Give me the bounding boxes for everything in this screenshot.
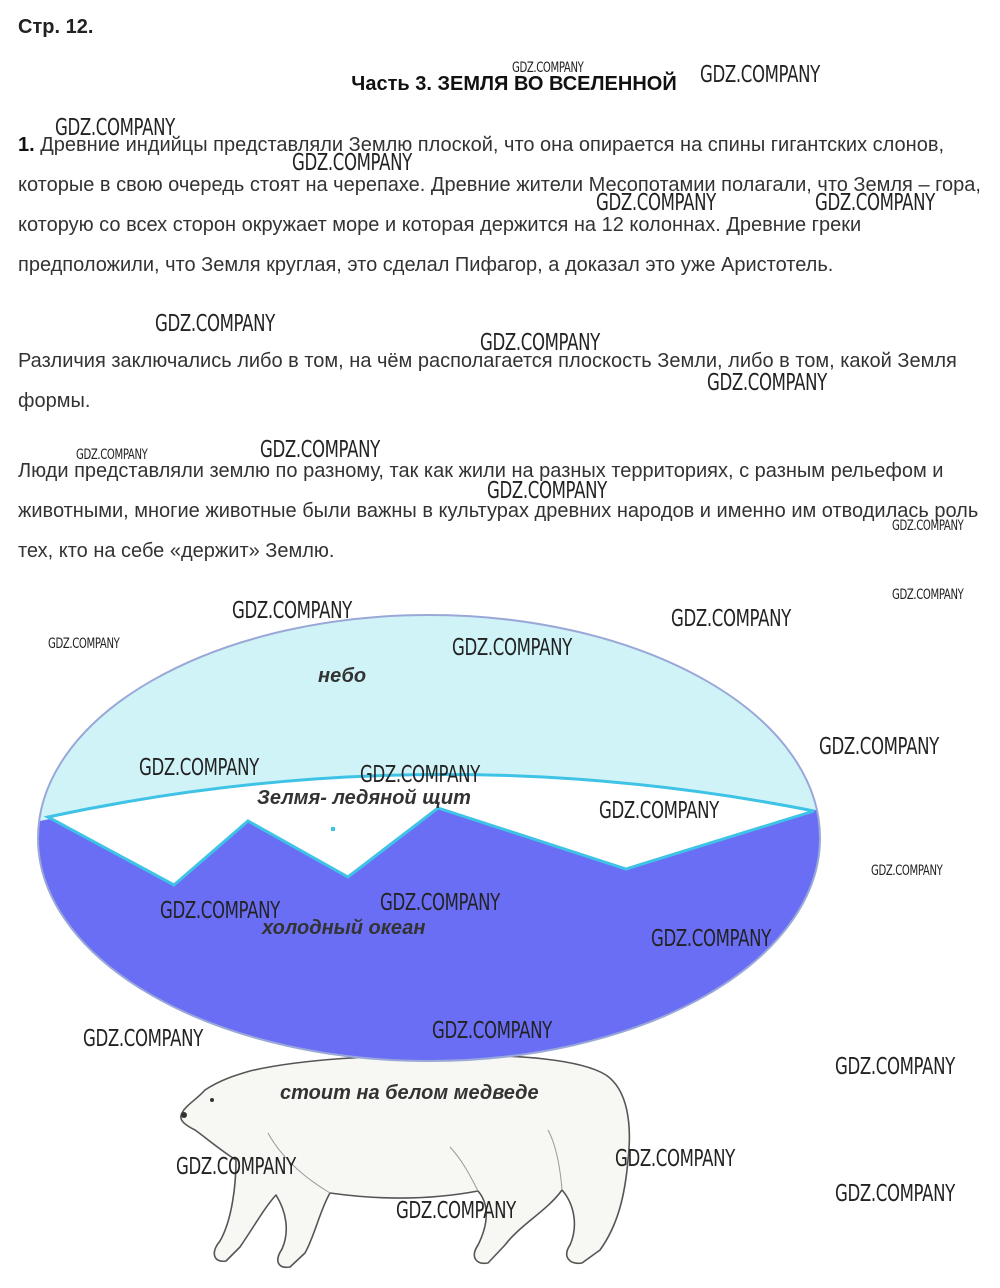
watermark: GDZ.COMPANY xyxy=(892,587,964,603)
watermark: GDZ.COMPANY xyxy=(380,890,500,916)
watermark: GDZ.COMPANY xyxy=(671,606,791,632)
watermark: GDZ.COMPANY xyxy=(155,311,275,337)
watermark: GDZ.COMPANY xyxy=(76,447,148,463)
watermark: GDZ.COMPANY xyxy=(835,1054,955,1080)
watermark: GDZ.COMPANY xyxy=(139,755,259,781)
watermark: GDZ.COMPANY xyxy=(260,437,380,463)
watermark: GDZ.COMPANY xyxy=(432,1018,552,1044)
task-number: 1. xyxy=(18,134,35,156)
watermark: GDZ.COMPANY xyxy=(396,1198,516,1224)
watermark: GDZ.COMPANY xyxy=(819,734,939,760)
answer-paragraph-2: Различия заключались либо в том, на чём располагается плоскость Земли, либо в том, какой Земля формы. xyxy=(18,350,957,412)
sky-label: небо xyxy=(318,665,367,687)
watermark: GDZ.COMPANY xyxy=(55,115,175,141)
watermark: GDZ.COMPANY xyxy=(480,330,600,356)
watermark: GDZ.COMPANY xyxy=(48,636,120,652)
watermark: GDZ.COMPANY xyxy=(452,635,572,661)
watermark: GDZ.COMPANY xyxy=(160,898,280,924)
ocean-label: холодный океан xyxy=(262,917,426,939)
watermark: GDZ.COMPANY xyxy=(892,518,964,534)
watermark: GDZ.COMPANY xyxy=(707,370,827,396)
watermark: GDZ.COMPANY xyxy=(815,190,935,216)
watermark: GDZ.COMPANY xyxy=(615,1146,735,1172)
section-title: Часть 3. ЗЕМЛЯ ВО ВСЕЛЕННОЙ xyxy=(351,73,677,95)
watermark: GDZ.COMPANY xyxy=(835,1181,955,1207)
world-model-diagram xyxy=(0,585,1000,1283)
watermark: GDZ.COMPANY xyxy=(83,1026,203,1052)
watermark: GDZ.COMPANY xyxy=(360,762,480,788)
watermark: GDZ.COMPANY xyxy=(512,60,584,76)
answer-paragraph-3: Люди представляли землю по разному, так как жили на разных территориях, с разным рельефом и животными, многие животные были важны в культурах древних народов и именно им отводилась роль тех, кто на себе «держит» Землю. xyxy=(18,460,979,562)
watermark: GDZ.COMPANY xyxy=(292,150,412,176)
watermark: GDZ.COMPANY xyxy=(700,62,820,88)
watermark: GDZ.COMPANY xyxy=(871,863,943,879)
watermark: GDZ.COMPANY xyxy=(651,926,771,952)
paragraph-1-text: Древние индийцы представляли Землю плоской, что она опирается на спины гигантских слонов, которые в свою очередь стоят на черепахе. Древние жители Месопотамии полагали, что Земля – гора, которую со всех сторон окружает море и которая держится на 12 колоннах. Древние греки предположили, что Земля круглая, это сделал Пифагор, а доказал это уже Аристотель. xyxy=(18,134,981,276)
watermark: GDZ.COMPANY xyxy=(487,478,607,504)
ice-shield-label: Зелмя- ледяной щит xyxy=(257,787,471,809)
watermark: GDZ.COMPANY xyxy=(176,1154,296,1180)
page-number: Стр. 12. xyxy=(18,16,94,38)
diagram-drawing xyxy=(0,585,1000,1283)
watermark: GDZ.COMPANY xyxy=(596,190,716,216)
watermark: GDZ.COMPANY xyxy=(232,598,352,624)
bear-label: стоит на белом медведе xyxy=(280,1082,539,1104)
watermark: GDZ.COMPANY xyxy=(599,798,719,824)
